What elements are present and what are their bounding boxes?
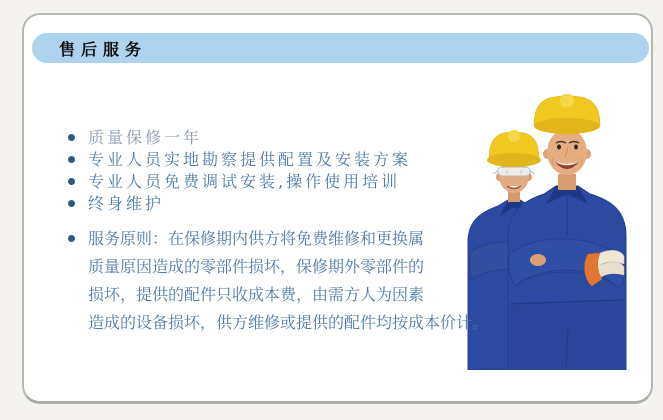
paragraph-line: 质量原因造成的零部件损坏，保修期外零部件的 bbox=[88, 257, 425, 276]
service-list bbox=[68, 127, 488, 337]
paragraph-line: 服务原则：在保修期内供方将免费维修和更换属 bbox=[88, 229, 425, 248]
section-header-bar bbox=[32, 33, 649, 63]
list-item-service-principles bbox=[68, 225, 488, 337]
list-item-install-training bbox=[68, 171, 488, 193]
list-item-survey bbox=[68, 149, 488, 171]
after-sales-panel bbox=[22, 13, 653, 404]
list-item-text: 终身维护 bbox=[88, 194, 165, 213]
list-item-text: 专业人员免费调试安装,操作使用培训 bbox=[88, 172, 401, 191]
paragraph-line: 损坏，提供的配件只收成本费，由需方人为因素 bbox=[88, 285, 425, 304]
hardhat-icon bbox=[534, 94, 600, 134]
hardhat-icon bbox=[487, 130, 541, 167]
list-item-text: 专业人员实地勘察提供配置及安装方案 bbox=[88, 150, 412, 169]
safety-glasses-icon bbox=[493, 167, 535, 176]
list-item-lifetime-maintenance bbox=[68, 193, 488, 215]
list-item-warranty bbox=[68, 127, 488, 149]
section-title: 售后服务 bbox=[59, 39, 148, 59]
list-item-text: 质量保修一年 bbox=[88, 128, 203, 147]
paragraph-line: 造成的设备损坏，供方维修或提供的配件均按成本价计。 bbox=[88, 313, 489, 332]
